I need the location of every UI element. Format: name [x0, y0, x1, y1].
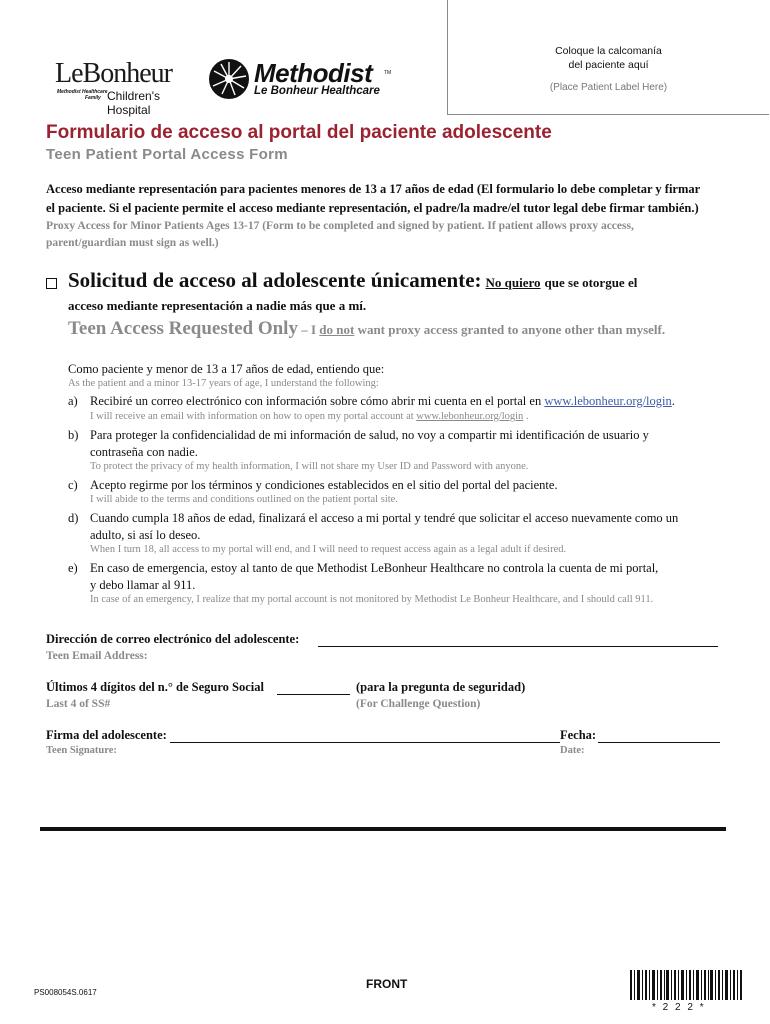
- understand-spanish: Como paciente y menor de 13 a 17 años de edad, entiendo que:: [68, 362, 385, 376]
- methodist-sub: Le Bonheur Healthcare: [254, 85, 380, 97]
- date-label-es: Fecha:: [560, 728, 597, 742]
- ssn-field[interactable]: [277, 679, 350, 695]
- childrens-hospital: Children's Hospital: [107, 89, 160, 117]
- item-es-end: .: [671, 394, 675, 408]
- request-en-rest: want proxy access granted to anyone other than myself.: [354, 322, 666, 337]
- methodist-brand: Methodist: [254, 58, 373, 88]
- date-field[interactable]: [598, 727, 720, 743]
- divider: [40, 827, 726, 831]
- request-es-big: Solicitud de acceso al adolescente únicamente:: [68, 268, 482, 292]
- item-en-line1: I will abide to the terms and conditions outlined on the patient portal site.: [90, 494, 398, 505]
- item-es-line1: Cuando cumpla 18 años de edad, finalizará el acceso a mi portal y tendré que solicitar el acceso nuevamente como un: [90, 511, 679, 525]
- intro-es-line1: Acceso mediante representación para pacientes menores de 13 a 17 años de edad (El formulario lo debe completar y firmar: [46, 182, 701, 196]
- title-english: Teen Patient Portal Access Form: [46, 146, 288, 163]
- barcode-icon: [630, 970, 742, 1000]
- item-es-line2: y debo llamar al 911.: [90, 578, 196, 592]
- item-en-line1: In case of an emergency, I realize that my portal account is not monitored by Methodist Le Bonheur Healthcare, and I should call 911.: [90, 594, 654, 605]
- patient-label-box: [447, 0, 769, 115]
- item-es-line2: contraseña con nadie.: [90, 445, 198, 459]
- methodist-tm: TM: [384, 70, 392, 76]
- item-letter: a): [68, 394, 78, 408]
- item-es-line1: Acepto regirme por los términos y condiciones establecidos en el sitio del portal del paciente.: [90, 478, 558, 492]
- label-line2: del paciente aquí: [568, 59, 649, 71]
- label-line1: Coloque la calcomanía: [555, 45, 662, 57]
- item-es-line1: Para proteger la confidencialidad de mi información de salud, no voy a compartir mi identificación de usuario y: [90, 428, 649, 442]
- item-en-line1: [90, 411, 529, 422]
- ssn-tail-en: (For Challenge Question): [356, 698, 481, 710]
- request-es-underlined: No quiero: [485, 275, 541, 290]
- intro-es-line2: el paciente. Si el paciente permite el acceso mediante representación, el padre/la madre/el tutor legal debe firmar también.): [46, 201, 699, 215]
- item-en-line1: When I turn 18, all access to my portal will end, and I will need to request access again as a legal adult if desired.: [90, 544, 567, 555]
- label-box-text: [448, 44, 769, 72]
- intro-en-line1: Proxy Access for Minor Patients Ages 13-17 (Form to be completed and signed by patient. If patient allows proxy access,: [46, 220, 634, 232]
- methodist-logo: [208, 58, 408, 102]
- request-english: [68, 318, 665, 340]
- email-label-en: Teen Email Address:: [46, 650, 148, 662]
- item-es-line2: adulto, si así lo deseo.: [90, 528, 201, 542]
- item-es-line1: [90, 393, 675, 409]
- intro-spanish: [46, 180, 700, 218]
- item-es-text: Recibiré un correo electrónico con información sobre cómo abrir mi cuenta en el portal en: [90, 394, 545, 408]
- lebonheur-brand: LeBonheur: [55, 58, 172, 89]
- lebonheur-login-link[interactable]: www.lebonheur.org/login: [544, 394, 672, 408]
- email-field[interactable]: [318, 631, 718, 647]
- item-letter: d): [68, 511, 79, 525]
- date-label-en: Date:: [560, 745, 585, 756]
- item-en-end: .: [523, 411, 529, 422]
- request-es-rest: que se otorgue el: [544, 275, 638, 290]
- request-en-big: Teen Access Requested Only: [68, 318, 298, 339]
- intro-english: [46, 218, 634, 252]
- ssn-tail-es: (para la pregunta de seguridad): [356, 680, 526, 694]
- barcode: [630, 970, 742, 1000]
- item-letter: c): [68, 478, 78, 492]
- request-en-underlined: do not: [319, 322, 355, 337]
- item-en-text: I will receive an email with information on how to open my portal account at: [90, 411, 417, 422]
- request-line1: [68, 268, 637, 293]
- front-label: FRONT: [366, 977, 408, 991]
- ssn-label-en: Last 4 of SS#: [46, 698, 111, 710]
- ssn-label-es: Últimos 4 dígitos del n.° de Seguro Social: [46, 680, 264, 694]
- email-label-es: Dirección de correo electrónico del adolescente:: [46, 632, 300, 646]
- request-en-dash: – I: [297, 322, 320, 337]
- item-en-line1: To protect the privacy of my health information, I will not share my User ID and Password with anyone.: [90, 461, 529, 472]
- request-es-line2: acceso mediante representación a nadie más que a mí.: [68, 298, 367, 313]
- understand-english: As the patient and a minor 13-17 years of age, I understand the following:: [68, 378, 379, 389]
- lebonheur-login-link-en[interactable]: www.lebonheur.org/login: [416, 411, 524, 422]
- signature-field[interactable]: [170, 727, 560, 743]
- item-es-line1: En caso de emergencia, estoy al tanto de que Methodist LeBonheur Healthcare no controla la cuenta de mi portal,: [90, 561, 659, 575]
- starburst-icon: [208, 58, 250, 100]
- family-line1: Methodist Healthcare: [57, 89, 108, 95]
- family-line2: Family: [85, 95, 101, 101]
- barcode-text: * 2 2 2 *: [652, 1002, 706, 1013]
- teen-access-checkbox[interactable]: [46, 278, 57, 289]
- label-line3: (Place Patient Label Here): [549, 82, 668, 93]
- item-letter: b): [68, 428, 79, 442]
- form-code: PS008054S.0617: [34, 988, 97, 997]
- signature-label-en: Teen Signature:: [46, 745, 117, 756]
- item-letter: e): [68, 561, 78, 575]
- title-spanish: Formulario de acceso al portal del paciente adolescente: [46, 122, 552, 143]
- lebonheur-logo: [55, 58, 200, 117]
- signature-label-es: Firma del adolescente:: [46, 728, 167, 742]
- intro-en-line2: parent/guardian must sign as well.): [46, 237, 219, 249]
